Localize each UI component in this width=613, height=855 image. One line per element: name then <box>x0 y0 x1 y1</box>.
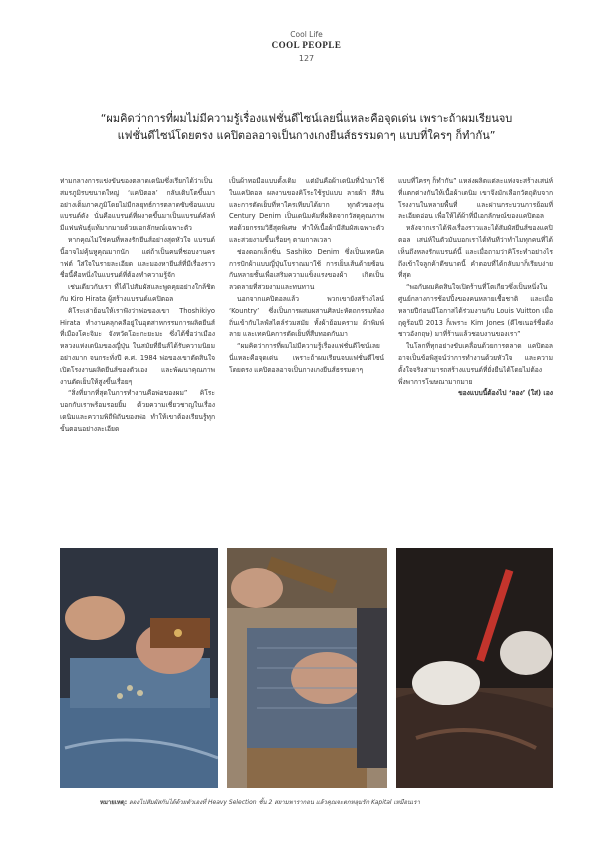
paragraph: คิโระเล่าย้อนให้เราฟังว่าพ่อของเขา Thoshikiyo Hirata ทำงานคลุกคลีอยู่ในอุตสาหกรรมการผลิตยีนส์ที่เมืองโคะจิมะ จังหวัดโอะกะยะมะ ซึ่งได้ชื่อว่าเมืองหลวงแห่งเดนิมของญี่ปุ่น ในสมัยที่ยีนส์ได้รับความนิยมอย่างมาก จนกระทั่งปี ค.ศ. 1984 พ่อของเขาตัดสินใจเปิดโรงงานผลิตยีนส์ของตัวเอง และพัฒนาคุณภาพงานตัดเย็บให้สูงขึ้นเรื่อยๆ <box>60 306 215 386</box>
paragraph: “พอกับผมคิดสินใจเปิดร้านที่โตเกียวซึ่งเป็นหนึ่งในศูนย์กลางการช้อปปิ้งของคนหลายเชื้อชาติ และเมื่อหลายปีก่อนมีโอกาสได้ร่วมงานกับ Louis Vuitton เมื่อฤดูร้อนปี 2013 ก็เพราะ Kim Jones (ดีไซเนอร์ชื่อดังชาวอังกฤษ) มาที่ร้านแล้วชอบงานของเรา” <box>398 283 553 339</box>
paragraph: “สิ่งที่ยากที่สุดในการทำงานคือพ่อของผม” คิโระบอกกับเราพร้อมรอยยิ้ม ด้วยความเชี่ยวชาญในเรื่องเดนิมและความพิถีพิถันของพ่อ ทำให้เขาต้องเรียนรู้ทุกขั้นตอนอย่างละเอียด <box>60 389 215 433</box>
paragraph: หลังจากเราได้ฟังเรื่องราวและได้สัมผัสยีนส์ของแคปิตอล เสน่ห์ในตัวมันบอกเราได้ทันทีว่าทำไมทุกคนที่ได้เห็นถึงหลงรักแบรนด์นี้ และเมื่อถามว่าคิโระทำอย่างไรถึงเข้าใจลูกค้าดีขนาดนี้ คำตอบที่ได้กลับมาก็เรียบง่ายที่สุด <box>398 224 553 280</box>
photo-strip <box>60 548 553 788</box>
article-column-1 <box>60 176 215 534</box>
paragraph: แบบที่ใครๆ ก็ทำกัน” แหล่งผลิตแต่ละแห่งจะสร้างเสน่ห์ที่แตกต่างกันให้เนื้อผ้าเดนิม เขาจึงมักเลือกวัตถุดิบจากโรงงานในหลายพื้นที่ และผ่านกระบวนการย้อมที่ละเอียดอ่อน เพื่อให้ได้ผ้าที่มีเอกลักษณ์ของแคปิตอล <box>398 177 553 221</box>
caption-label: หมายเหตุ: <box>100 799 128 806</box>
paragraph: เป็นผ้าทอมือแบบดั้งเดิม แต่มันคือผ้าเดนิมที่นำมาใช้ในแคปิตอล ผลงานของคิโระใช้รูปแบบ ลายผ้า สีสัน และการตัดเย็บที่หาใครเทียบได้ยาก ทุกตัวของรุ่น Century Denim เป็นเดนิมคัมที่ผลิตจากวัสดุคุณภาพ ทอด้วยกรรมวิธีสุดพิเศษ ทำให้เนื้อผ้ามีสัมผัสเฉพาะตัวและสวยงามขึ้นเรื่อยๆ ตามกาลเวลา <box>229 177 384 244</box>
page-number: 127 <box>298 54 315 63</box>
photo-caption <box>100 798 530 807</box>
paragraph: นอกจากแคปิตอลแล้ว พวกเขายังสร้างไลน์ ‘Kountry’ ซึ่งเป็นการผสมผสานศิลปะหัตถกรรมท้องถิ่นเข้ากับไลฟ์สไตล์ร่วมสมัย ทั้งผ้าย้อมคราม ผ้าพิมพ์ลาย และเทคนิคการตัดเย็บที่สืบทอดกันมา <box>229 294 384 339</box>
paragraph: “ผมคิดว่าการที่ผมไม่มีความรู้เรื่องแฟชั่นดีไซน์เลยนี่แหละคือจุดเด่น เพราะถ้าผมเรียนจบแฟชั่นดีไซน์โดยตรง แคปิตอลอาจเป็นกางเกงยีนส์ธรรมดาๆ <box>229 342 384 374</box>
pull-quote <box>60 110 553 144</box>
sign-off: ของแบบนี้ต้องไป ‘ลอง’ (ใส่) เอง <box>458 389 553 398</box>
page-header <box>0 30 613 64</box>
photo-hands-sewing-image <box>60 548 218 788</box>
paragraph: ในโลกที่ทุกอย่างขับเคลื่อนด้วยการตลาด แคปิตอลอาจเป็นข้อพิสูจน์ว่าการทำงานด้วยหัวใจ และความตั้งใจจริงสามารถสร้างแบรนด์ที่ยั่งยืนได้โดยไม่ต้องพึ่งพาการโฆษณามากมาย <box>398 342 553 386</box>
paragraph: ช่องดอกเล็กซิ่น Sashiko Denim ซึ่งเป็นเทคนิคการปักผ้าแบบญี่ปุ่นโบราณมาใช้ การเย็บเส้นด้ายซ้อนกันหลายชั้นเพื่อเสริมความแข็งแรงของผ้า เกิดเป็นลวดลายที่สวยงามและทนทาน <box>229 247 384 292</box>
paragraph: เช่นเดียวกับเรา ที่ได้ไปสัมผัสและพูดคุยอย่างใกล้ชิดกับ Kiro Hirata ผู้สร้างแบรนด์แคปิตอล <box>60 283 215 303</box>
pull-quote-line-2: แฟชั่นดีไซน์โดยตรง แคปิตอลอาจเป็นกางเกงยีนส์ธรรมดาๆ แบบที่ใครๆ ก็ทำกัน” <box>117 129 496 142</box>
photo-gloved-dyeing <box>396 548 553 788</box>
paragraph: ท่ามกลางการแข่งขันของตลาดเดนิมซึ่งเรียกได้ว่าเป็นสมรภูมิรบขนาดใหญ่ ‘แคปิตอล’ กลับเติบโตขึ้นมาอย่างเต็มภาคภูมิโดยไม่มีกลยุทธ์การตลาดซับซ้อนแบบแบรนด์ดัง นั่นคือแบรนด์ที่ผงาดขึ้นมาเป็นแบรนด์คัลท์มีแฟนพันธุ์แท้มากมายด้วยเอกลักษณ์เฉพาะตัว <box>60 177 215 233</box>
photo-hammering-denim-image <box>227 548 387 788</box>
section-label: Cool Life <box>290 30 323 39</box>
photo-hammering-denim <box>227 548 387 788</box>
article-column-2 <box>229 176 384 534</box>
pull-quote-line-1: “ผมคิดว่าการที่ผมไม่มีความรู้เรื่องแฟชั่นดีไซน์เลยนี่แหละคือจุดเด่น เพราะถ้าผมเรียนจบ <box>100 112 513 125</box>
photo-gloved-dyeing-image <box>396 548 553 788</box>
photo-hands-sewing <box>60 548 218 788</box>
caption-text: ลองไปสัมผัสกันได้ด้วยตัวเองที่ Heavy Selection ชั้น 2 สยามพารากอน แล้วคุณจะตกหลุมรัก Kapital เหมือนเรา <box>129 799 420 806</box>
article-body <box>60 176 553 534</box>
article-column-3 <box>398 176 553 534</box>
paragraph: หากคุณไม่ใช่คนที่หลงรักยีนส์อย่างสุดหัวใจ แบรนด์นี้อาจไม่คุ้นหูคุณมากนัก แต่ถ้าเป็นคนที่ชอบงานคราฟต์ ใส่ใจในรายละเอียด และมองหายีนส์ที่มีเรื่องราว ชื่อนี้คือหนึ่งในแบรนด์ที่ต้องทำความรู้จัก <box>60 235 215 280</box>
section-title: COOL PEOPLE <box>271 40 342 50</box>
